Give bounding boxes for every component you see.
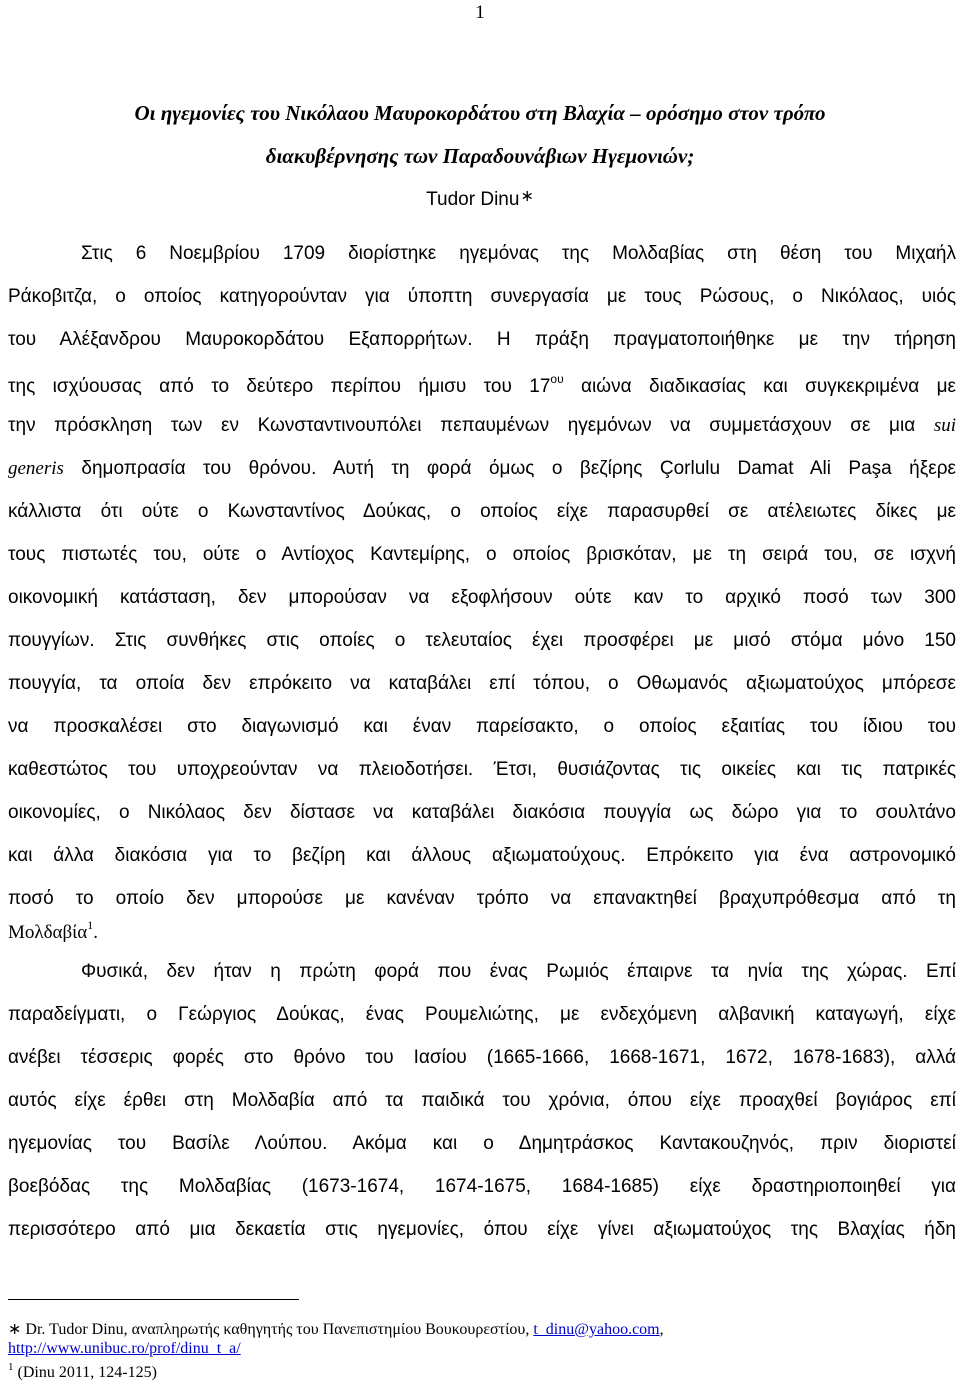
title-line-2: διακυβέρνησης των Παραδουνάβιων Ηγεμονιών; <box>265 144 695 168</box>
paragraph-1-line: ποσό το οποίο δεν μπορούσε με κανέναν τρόπο να επανακτηθεί βραχυπρόθεσμα από τη <box>8 888 956 909</box>
text-span: . <box>93 922 98 943</box>
paragraph-1-line: τους πιστωτές του, ούτε ο Αντίοχος Καντεμίρης, ο οποίος βρισκόταν, με τη σειρά του, σε ισχνή <box>8 544 956 565</box>
paragraph-1-line: πουγγία, τα οποία δεν επρόκειτο να καταβάλει επί τόπου, ο Οθωμανός αξιωματούχος μπόρεσε <box>8 673 956 694</box>
paragraph-2-line: Φυσικά, δεν ήταν η πρώτη φορά που ένας Ρωμιός έπαιρνε τα ηνία της χώρας. Επί <box>81 961 956 982</box>
italic-text: generis <box>8 458 64 479</box>
paragraph-2-line: παραδείγματι, ο Γεώργιος Δούκας, ένας Ρουμελιώτης, με ενδεχόμενη αλβανική καταγωγή, είχε <box>8 1004 956 1025</box>
author-name: Tudor Dinu <box>426 189 520 210</box>
footnote-text: (Dinu 2011, 124-125) <box>13 1364 157 1381</box>
paragraph-1-line: κάλλιστα ότι ούτε ο Κωνσταντίνος Δούκας, ο οποίος είχε παρασυρθεί σε ατέλειωτες δίκες με <box>8 501 956 522</box>
paragraph-1-line: του Αλέξανδρου Μαυροκορδάτου Εξαπορρήτων. Η πράξη πραγματοποιήθηκε με την τήρηση <box>8 329 956 350</box>
paragraph-2-line: ανέβει τέσσερις φορές στο θρόνο του Ιασίου (1665-1666, 1668-1671, 1672, 1678-1683), αλλά <box>8 1047 956 1068</box>
text-span: την πρόσκληση των εν Κωνσταντινουπόλει πεπαυμένων ηγεμόνων να συμμετάσχουν σε μια <box>8 415 934 436</box>
footnote-text: Dr. Tudor Dinu, αναπληρωτής καθηγητής του Πανεπιστημίου Βουκουρεστίου, <box>21 1321 534 1338</box>
paragraph-1-line: και άλλα διακόσια για το βεζίρη και άλλους αξιωματούχους. Επρόκειτο για ένα αστρονομικό <box>8 845 956 866</box>
paragraph-1-line: οικονομίες, ο Νικόλαος δεν δίστασε να καταβάλει διακόσια πουγγία ως δώρο για το σουλτάνο <box>8 802 956 823</box>
footnote-1 <box>8 1361 157 1382</box>
text-span: αιώνα διαδικασίας και συγκεκριμένα με <box>563 376 957 397</box>
url-link[interactable]: http://www.unibuc.ro/prof/dinu_t_a/ <box>8 1340 241 1357</box>
paragraph-1-line <box>8 372 956 398</box>
text-span: δημοπρασία του θρόνου. Αυτή τη φορά όμως ο βεζίρης Çorlulu Damat Ali Paşa ήξερε <box>63 458 956 479</box>
paragraph-1-line: Ράκοβιτζα, ο οποίος κατηγορούνταν για ύποπτη συνεργασία με τους Ρώσους, ο Νικόλαος, υιός <box>8 286 956 307</box>
footnote-author <box>8 1319 664 1339</box>
author-footnote-mark: ∗ <box>520 188 534 205</box>
author-line <box>0 186 960 211</box>
page-number: 1 <box>475 2 485 23</box>
paragraph-2-line: ηγεμονίας του Βασίλε Λούπου. Ακόμα και ο Δημητράσκος Καντακουζηνός, πριν διοριστεί <box>8 1133 956 1154</box>
email-link[interactable]: t_dinu@yahoo.com <box>533 1321 660 1338</box>
paragraph-1-line: πουγγίων. Στις συνθήκες στις οποίες ο τελευταίος έχει προσφέρει με μισό στόμα μόνο 150 <box>8 630 956 651</box>
paragraph-1-line <box>8 458 956 480</box>
paragraph-1-line: καθεστώτος του υποχρεούνταν να πλειοδοτήσει. Έτσι, θυσιάζοντας τις οικείες και τις πατρικές <box>8 759 956 780</box>
footnote-ref: 1 <box>87 918 94 932</box>
title-line-1: Οι ηγεμονίες του Νικόλαου Μαυροκορδάτου στη Βλαχία – ορόσημο στον τρόπο <box>134 101 826 125</box>
paragraph-1-line <box>8 415 956 437</box>
footnote-author-url <box>8 1340 241 1358</box>
footnote-separator <box>8 1299 299 1300</box>
paragraph-2-line: βοεβόδας της Μολδαβίας (1673-1674, 1674-1675, 1684-1685) είχε δραστηριοποιηθεί για <box>8 1176 956 1197</box>
separator: , <box>659 1321 664 1338</box>
italic-text: sui <box>933 415 956 436</box>
paragraph-1-line: οικονομική κατάσταση, δεν μπορούσαν να εξοφλήσουν ούτε καν το αρχικό ποσό των 300 <box>8 587 956 608</box>
text-span: Μολδαβία <box>8 922 88 943</box>
superscript: ου <box>550 372 564 386</box>
paragraph-2-line: περισσότερο από μια δεκαετία στις ηγεμονίες, όπου είχε γίνει αξιωματούχος της Βλαχίας ήδη <box>8 1219 956 1240</box>
paragraph-1-line: να προσκαλέσει στο διαγωνισμό και έναν παρείσακτο, ο οποίος εξαιτίας του ίδιου του <box>8 716 956 737</box>
footnote-number: 1 <box>8 1361 14 1373</box>
text-span: της ισχύουσας από το δεύτερο περίπου ήμισυ του 17 <box>8 376 551 397</box>
paragraph-2-line: αυτός είχε έρθει στη Μολδαβία από τα παιδικά του χρόνια, όπου είχε προαχθεί βογιάρος επί <box>8 1090 956 1111</box>
footnote-mark: ∗ <box>8 1321 22 1338</box>
paragraph-1-line <box>8 918 956 944</box>
paragraph-1-line: Στις 6 Νοεμβρίου 1709 διορίστηκε ηγεμόνας της Μολδαβίας στη θέση του Μιχαήλ <box>81 243 956 264</box>
